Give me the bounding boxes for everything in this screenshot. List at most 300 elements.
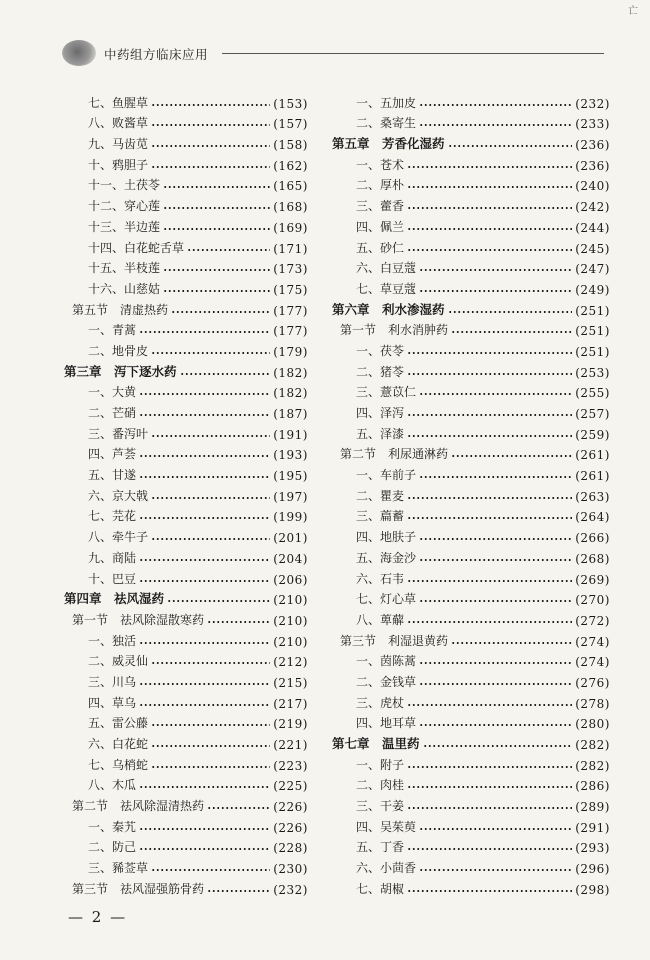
toc-entry-page: (206): [273, 572, 308, 587]
toc-entry-page: (276): [575, 675, 610, 690]
dot-leader: [207, 619, 270, 625]
dot-leader: [407, 371, 572, 377]
toc-entry-page: (257): [575, 407, 610, 421]
dot-leader: [419, 102, 572, 108]
toc-entry-page: (210): [273, 634, 308, 649]
toc-entry-title: 一、茵陈蒿: [356, 654, 417, 669]
toc-entry-page: (270): [575, 593, 610, 608]
toc-entry-title: 五、海金沙: [356, 550, 417, 565]
toc-entry-title: 一、车前子: [356, 468, 417, 483]
dot-leader: [151, 867, 270, 873]
toc-entry-title: 一、秦艽: [88, 819, 137, 834]
toc-entry-page: (247): [575, 262, 610, 277]
toc-entry-title: 九、商陆: [88, 550, 137, 565]
toc-item-entry[interactable]: [332, 814, 610, 835]
toc-entry-page: (217): [273, 696, 308, 711]
dot-leader: [419, 288, 572, 294]
toc-item-entry[interactable]: [64, 649, 308, 670]
dot-leader: [187, 247, 270, 253]
dot-leader: [448, 309, 573, 315]
dot-leader: [407, 805, 572, 811]
dot-leader: [163, 226, 270, 232]
toc-item-entry[interactable]: [64, 504, 308, 525]
toc-item-entry[interactable]: [64, 669, 308, 690]
toc-item-entry[interactable]: [64, 235, 308, 256]
toc-entry-title: 二、地骨皮: [88, 343, 149, 358]
toc-item-entry[interactable]: [64, 131, 308, 152]
toc-entry-title: 二、肉桂: [356, 778, 405, 793]
toc-item-entry[interactable]: [64, 483, 308, 504]
dot-leader: [451, 329, 572, 335]
dot-leader: [139, 846, 270, 852]
toc-item-entry[interactable]: [332, 173, 610, 194]
dot-leader: [180, 371, 271, 377]
toc-entry-title: 七、鱼腥草: [88, 95, 149, 110]
toc-item-entry[interactable]: [332, 545, 610, 566]
toc-entry-title: 十、巴豆: [88, 571, 137, 586]
dot-leader: [163, 205, 270, 211]
dot-leader: [139, 329, 270, 335]
toc-entry-page: (162): [273, 158, 308, 173]
toc-entry-page: (259): [575, 427, 610, 442]
toc-entry-title: 第一节 利水消肿药: [340, 323, 449, 338]
dot-leader: [139, 515, 270, 521]
book-title: 中药组方临床应用: [104, 47, 209, 62]
dot-leader: [151, 660, 270, 666]
toc-entry-title: 八、败酱草: [88, 116, 149, 131]
toc-item-entry[interactable]: [64, 400, 308, 421]
toc-entry-title: 三、川乌: [88, 674, 137, 689]
dot-leader: [151, 164, 270, 170]
toc-section-entry[interactable]: [332, 628, 610, 649]
toc-entry-title: 四、佩兰: [356, 219, 405, 234]
dot-leader: [407, 433, 572, 439]
toc-entry-page: (232): [273, 882, 308, 897]
dot-leader: [171, 309, 270, 315]
dot-leader: [451, 640, 572, 646]
toc-entry-page: (221): [273, 738, 308, 752]
toc-chapter-entry[interactable]: [332, 131, 610, 152]
toc-entry-page: (242): [575, 200, 610, 215]
toc-item-entry[interactable]: [64, 628, 308, 649]
toc-item-entry[interactable]: [332, 462, 610, 483]
toc-entry-page: (268): [575, 551, 610, 566]
toc-entry-title: 四、芦荟: [88, 447, 137, 462]
toc-entry-page: (226): [273, 820, 308, 835]
toc-item-entry[interactable]: [64, 318, 308, 339]
toc-section-entry[interactable]: [332, 318, 610, 339]
toc-section-entry[interactable]: [64, 876, 308, 897]
toc-entry-title: 三、豨莶草: [88, 861, 149, 876]
dot-leader: [139, 412, 270, 418]
toc-entry-page: (219): [273, 717, 308, 732]
dot-leader: [151, 536, 270, 542]
toc-entry-title: 十、鸦胆子: [88, 157, 149, 172]
toc-item-entry[interactable]: [64, 462, 308, 483]
toc-entry-page: (191): [273, 427, 308, 442]
toc-item-entry[interactable]: [64, 193, 308, 214]
toc-item-entry[interactable]: [64, 173, 308, 194]
dot-leader: [407, 702, 572, 708]
toc-item-entry[interactable]: [64, 442, 308, 463]
toc-entry-page: (193): [273, 448, 308, 463]
dot-leader: [407, 205, 572, 211]
dot-leader: [407, 619, 572, 625]
toc-entry-title: 二、芒硝: [88, 406, 137, 420]
toc-chapter-entry[interactable]: [332, 297, 610, 318]
dot-leader: [163, 267, 270, 273]
toc-entry-title: 三、干姜: [356, 799, 405, 814]
toc-item-entry[interactable]: [332, 711, 610, 732]
toc-entry-page: (177): [273, 324, 308, 339]
toc-item-entry[interactable]: [332, 773, 610, 794]
toc-entry-page: (187): [273, 407, 308, 421]
toc-entry-page: (251): [575, 303, 610, 318]
toc-item-entry[interactable]: [332, 400, 610, 421]
toc-entry-page: (240): [575, 179, 610, 194]
dot-leader: [407, 515, 572, 521]
toc-entry-title: 一、茯苓: [356, 343, 405, 358]
toc-entry-title: 第三节 祛风湿强筋骨药: [72, 881, 205, 896]
toc-entry-title: 十六、山慈姑: [88, 281, 161, 296]
toc-entry-page: (182): [273, 365, 308, 380]
toc-entry-title: 十三、半边莲: [88, 219, 161, 234]
toc-item-entry[interactable]: [332, 587, 610, 608]
dot-leader: [407, 784, 572, 790]
toc-entry-page: (215): [273, 675, 308, 690]
toc-entry-title: 一、青蒿: [88, 323, 137, 338]
toc-entry-title: 六、白花蛇: [88, 737, 149, 751]
toc-entry-title: 二、桑寄生: [356, 116, 417, 131]
toc-item-entry[interactable]: [64, 111, 308, 132]
dot-leader: [151, 743, 270, 749]
dot-leader: [451, 453, 572, 459]
toc-chapter-entry[interactable]: [64, 587, 308, 608]
toc-entry-title: 三、藿香: [356, 199, 405, 214]
dot-leader: [419, 598, 572, 604]
toc-entry-page: (289): [575, 800, 610, 815]
toc-entry-title: 八、木瓜: [88, 778, 137, 793]
toc-entry-page: (282): [575, 758, 610, 773]
dot-leader: [139, 784, 270, 790]
toc-entry-page: (274): [575, 634, 610, 649]
dot-leader: [163, 288, 270, 294]
toc-entry-title: 二、威灵仙: [88, 654, 149, 669]
toc-entry-page: (226): [273, 800, 308, 815]
dot-leader: [407, 846, 572, 852]
dot-leader: [151, 350, 270, 356]
toc-entry-title: 六、白豆蔻: [356, 261, 417, 276]
toc-entry-page: (244): [575, 220, 610, 235]
toc-entry-page: (182): [273, 386, 308, 401]
toc-entry-title: 五、泽漆: [356, 426, 405, 441]
toc-item-entry[interactable]: [332, 855, 610, 876]
toc-entry-page: (272): [575, 613, 610, 628]
dot-leader: [151, 722, 270, 728]
toc-item-entry[interactable]: [332, 111, 610, 132]
toc-entry-title: 十五、半枝莲: [88, 261, 161, 276]
toc-entry-title: 七、乌梢蛇: [88, 757, 149, 772]
running-header: [62, 38, 610, 68]
toc-item-entry[interactable]: [64, 524, 308, 545]
toc-entry-page: (228): [273, 841, 308, 856]
dot-leader: [151, 143, 270, 149]
dot-leader: [151, 122, 270, 128]
dot-leader: [419, 681, 572, 687]
toc-entry-title: 第二节 利尿通淋药: [340, 447, 449, 462]
toc-entry-page: (266): [575, 531, 610, 546]
toc-entry-title: 八、萆薢: [356, 612, 405, 627]
dot-leader: [139, 453, 270, 459]
toc-entry-page: (173): [273, 262, 308, 277]
toc-entry-title: 五、砂仁: [356, 240, 405, 255]
toc-item-entry[interactable]: [64, 731, 308, 752]
toc-item-entry[interactable]: [332, 256, 610, 277]
toc-entry-title: 一、独活: [88, 633, 137, 648]
toc-entry-page: (230): [273, 862, 308, 877]
toc-item-entry[interactable]: [332, 566, 610, 587]
toc-entry-title: 十二、穿心莲: [88, 199, 161, 214]
toc-item-entry[interactable]: [332, 214, 610, 235]
toc-entry-page: (232): [575, 96, 610, 111]
toc-item-entry[interactable]: [332, 752, 610, 773]
toc-entry-title: 第三节 利湿退黄药: [340, 633, 449, 648]
toc-entry-page: (269): [575, 572, 610, 587]
toc-entry-title: 第七章 温里药: [332, 736, 420, 751]
toc-item-entry[interactable]: [64, 90, 308, 111]
toc-item-entry[interactable]: [332, 793, 610, 814]
toc-item-entry[interactable]: [332, 235, 610, 256]
toc-item-entry[interactable]: [64, 421, 308, 442]
toc-entry-page: (296): [575, 862, 610, 877]
toc-item-entry[interactable]: [332, 338, 610, 359]
dot-leader: [407, 164, 572, 170]
toc-entry-page: (197): [273, 489, 308, 504]
toc-item-entry[interactable]: [64, 690, 308, 711]
toc-entry-page: (245): [575, 241, 610, 256]
dot-leader: [419, 557, 572, 563]
toc-entry-page: (195): [273, 469, 308, 484]
dot-leader: [407, 226, 572, 232]
toc-entry-title: 四、草乌: [88, 695, 137, 710]
toc-item-entry[interactable]: [332, 835, 610, 856]
toc-item-entry[interactable]: [64, 814, 308, 835]
dot-leader: [448, 143, 573, 149]
toc-entry-page: (179): [273, 344, 308, 359]
toc-entry-title: 第三章 泻下逐水药: [64, 363, 177, 379]
toc-entry-page: (225): [273, 779, 308, 794]
toc-entry-page: (201): [273, 531, 308, 546]
dot-leader: [139, 640, 270, 646]
toc-item-entry[interactable]: [332, 90, 610, 111]
toc-entry-title: 六、石韦: [356, 571, 405, 586]
toc-entry-title: 三、萹蓄: [356, 509, 405, 524]
toc-item-entry[interactable]: [332, 152, 610, 173]
toc-item-entry[interactable]: [332, 690, 610, 711]
toc-entry-title: 十一、土茯苓: [88, 178, 161, 193]
toc-item-entry[interactable]: [64, 545, 308, 566]
toc-entry-title: 二、猪苓: [356, 364, 405, 379]
toc-section-entry[interactable]: [64, 297, 308, 318]
dot-leader: [139, 474, 270, 480]
toc-entry-title: 第一节 祛风除湿散寒药: [72, 612, 205, 627]
toc-entry-title: 六、京大戟: [88, 488, 149, 503]
toc-entry-title: 十四、白花蛇舌草: [88, 240, 185, 255]
toc-item-entry[interactable]: [332, 483, 610, 504]
toc-right-column: [332, 90, 610, 897]
dot-leader: [151, 495, 270, 501]
dot-leader: [407, 764, 572, 770]
dot-leader: [407, 412, 572, 418]
toc-entry-page: (168): [273, 200, 308, 215]
toc-entry-title: 二、瞿麦: [356, 488, 405, 503]
dot-leader: [419, 474, 572, 480]
toc-entry-page: (212): [273, 655, 308, 670]
toc-entry-page: (291): [575, 820, 610, 835]
toc-entry-page: (210): [273, 593, 308, 608]
dot-leader: [139, 391, 270, 397]
toc-section-entry[interactable]: [64, 793, 308, 814]
toc-entry-page: (171): [273, 241, 308, 256]
dot-leader: [139, 578, 270, 584]
toc-item-entry[interactable]: [332, 193, 610, 214]
toc-item-entry[interactable]: [64, 855, 308, 876]
toc-entry-title: 第四章 祛风湿药: [64, 591, 165, 607]
toc-entry-title: 三、虎杖: [356, 695, 405, 710]
toc-entry-title: 四、地耳草: [356, 716, 417, 731]
toc-entry-page: (280): [575, 717, 610, 732]
toc-entry-page: (169): [273, 220, 308, 235]
toc-entry-page: (282): [575, 738, 610, 752]
toc-entry-title: 七、灯心草: [356, 592, 417, 607]
toc-entry-page: (236): [575, 138, 610, 153]
toc-section-entry[interactable]: [332, 442, 610, 463]
toc-item-entry[interactable]: [332, 421, 610, 442]
toc-item-entry[interactable]: [332, 380, 610, 401]
dot-leader: [407, 184, 572, 190]
toc-entry-title: 四、泽泻: [356, 406, 405, 420]
toc-entry-page: (157): [273, 117, 308, 132]
dot-leader: [407, 350, 572, 356]
toc-chapter-entry[interactable]: [64, 359, 308, 380]
toc-item-entry[interactable]: [332, 669, 610, 690]
dot-leader: [419, 660, 572, 666]
dot-leader: [151, 102, 270, 108]
dot-leader: [419, 391, 572, 397]
toc-entry-title: 第六章 利水渗湿药: [332, 301, 445, 317]
dot-leader: [419, 826, 572, 832]
toc-entry-page: (286): [575, 779, 610, 794]
toc-item-entry[interactable]: [332, 876, 610, 897]
toc-entry-page: (274): [575, 655, 610, 670]
toc-entry-title: 一、大黄: [88, 385, 137, 400]
book-logo-icon: [62, 40, 96, 66]
toc-item-entry[interactable]: [64, 276, 308, 297]
toc-entry-page: (153): [273, 96, 308, 111]
toc-entry-title: 三、薏苡仁: [356, 385, 417, 400]
dot-leader: [419, 722, 572, 728]
toc-entry-page: (253): [575, 365, 610, 380]
toc-item-entry[interactable]: [64, 338, 308, 359]
toc-section-entry[interactable]: [64, 607, 308, 628]
toc-entry-title: 六、小茴香: [356, 861, 417, 876]
toc-entry-title: 第五节 清虚热药: [72, 302, 169, 317]
toc-item-entry[interactable]: [332, 276, 610, 297]
dot-leader: [207, 888, 270, 894]
dot-leader: [163, 184, 270, 190]
toc-entry-page: (199): [273, 510, 308, 525]
dot-leader: [419, 267, 572, 273]
toc-item-entry[interactable]: [332, 359, 610, 380]
dot-leader: [407, 578, 572, 584]
toc-entry-title: 七、草豆蔻: [356, 281, 417, 296]
toc-entry-page: (236): [575, 158, 610, 173]
toc-entry-title: 二、防己: [88, 840, 137, 855]
toc-item-entry[interactable]: [332, 524, 610, 545]
dot-leader: [419, 867, 572, 873]
toc-item-entry[interactable]: [64, 214, 308, 235]
toc-item-entry[interactable]: [64, 256, 308, 277]
dot-leader: [139, 557, 270, 563]
toc-entry-page: (165): [273, 179, 308, 194]
toc-entry-page: (293): [575, 841, 610, 856]
toc-entry-page: (298): [575, 882, 610, 897]
dot-leader: [407, 495, 572, 501]
toc-entry-page: (249): [575, 282, 610, 297]
dot-leader: [419, 122, 572, 128]
toc-entry-title: 一、五加皮: [356, 95, 417, 110]
toc-chapter-entry[interactable]: [332, 731, 610, 752]
toc-entry-title: 第五章 芳香化湿药: [332, 136, 445, 152]
toc-item-entry[interactable]: [332, 607, 610, 628]
dot-leader: [151, 764, 270, 770]
toc-entry-page: (263): [575, 489, 610, 504]
toc-item-entry[interactable]: [332, 649, 610, 670]
header-rule: [222, 53, 604, 54]
toc-entry-page: (158): [273, 138, 308, 153]
toc-entry-page: (255): [575, 386, 610, 401]
toc-entry-page: (233): [575, 117, 610, 132]
toc-entry-title: 七、胡椒: [356, 881, 405, 896]
toc-item-entry[interactable]: [64, 711, 308, 732]
toc-entry-title: 七、芫花: [88, 509, 137, 524]
toc-item-entry[interactable]: [64, 835, 308, 856]
toc-entry-page: (261): [575, 448, 610, 463]
toc-item-entry[interactable]: [64, 152, 308, 173]
toc-item-entry[interactable]: [64, 752, 308, 773]
dot-leader: [419, 536, 572, 542]
toc-entry-page: (278): [575, 696, 610, 711]
dot-leader: [151, 433, 270, 439]
toc-entry-page: (251): [575, 324, 610, 339]
dot-leader: [207, 805, 270, 811]
toc-entry-page: (251): [575, 344, 610, 359]
toc-item-entry[interactable]: [332, 504, 610, 525]
toc-entry-page: (223): [273, 758, 308, 773]
dot-leader: [407, 247, 572, 253]
toc-entry-title: 八、牵牛子: [88, 530, 149, 545]
toc-entry-page: (177): [273, 303, 308, 318]
toc-entry-page: (204): [273, 551, 308, 566]
toc-item-entry[interactable]: [64, 773, 308, 794]
dot-leader: [139, 826, 270, 832]
toc-entry-title: 五、丁香: [356, 840, 405, 855]
toc-entry-title: 二、金钱草: [356, 674, 417, 689]
toc-item-entry[interactable]: [64, 380, 308, 401]
toc-item-entry[interactable]: [64, 566, 308, 587]
toc-entry-title: 二、厚朴: [356, 178, 405, 193]
page-number: — 2 —: [68, 908, 128, 926]
